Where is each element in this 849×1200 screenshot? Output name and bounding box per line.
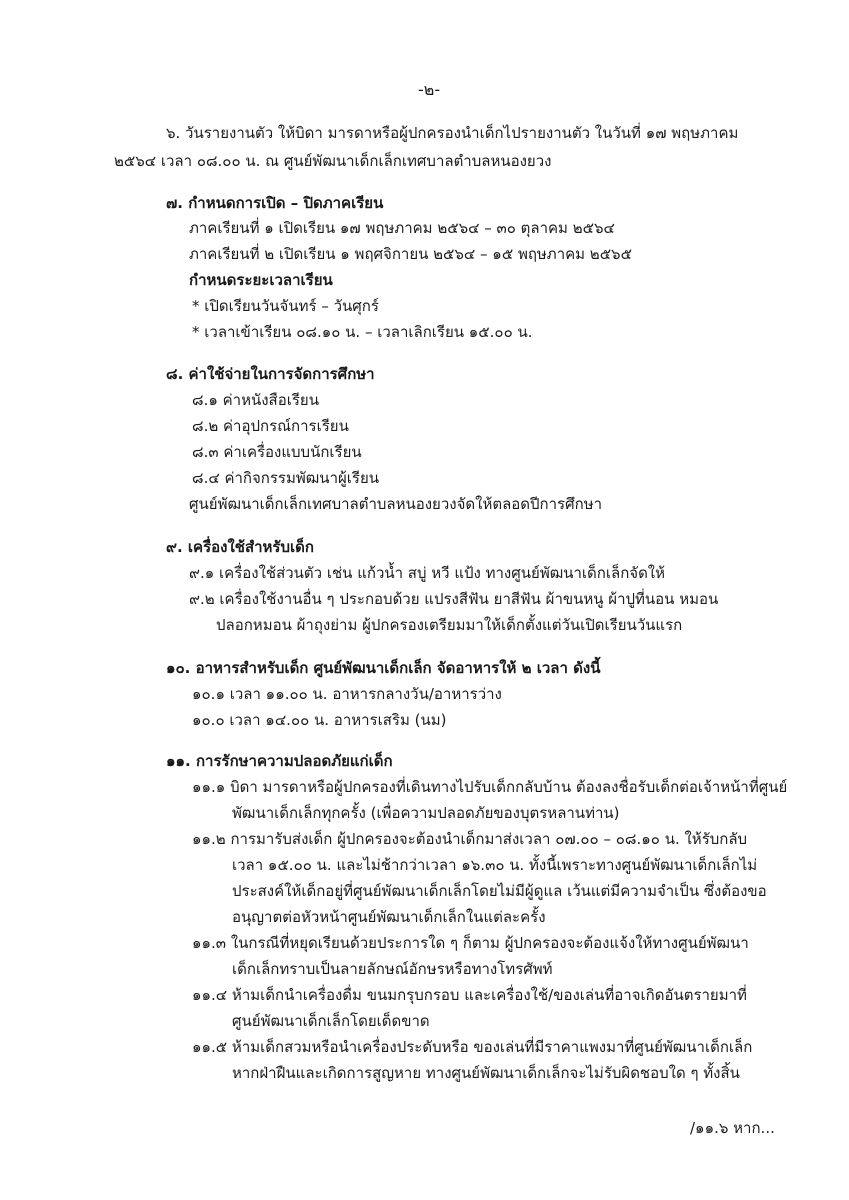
safety-item-3-line-2: เด็กเล็กทราบเป็นลายลักษณ์อักษรหรือทางโทรศัพท์ — [232, 960, 553, 978]
section-11-heading: ๑๑. การรักษาความปลอดภัยแก่เด็ก — [166, 752, 393, 770]
cost-item: ๘.๒ ค่าอุปกรณ์การเรียน — [192, 417, 349, 435]
safety-item-2-line-4: อนุญาตต่อหัวหน้าศูนย์พัฒนาเด็กเล็กในแต่ละครั้ง — [232, 908, 546, 926]
safety-item-4-line-2: ศูนย์พัฒนาเด็กเล็กโดยเด็ดขาด — [232, 1012, 430, 1030]
safety-item-5-line-1: ๑๑.๕ ห้ามเด็กสวมหรือนำเครื่องประดับหรือ ของเล่นที่มีราคาแพงมาที่ศูนย์พัฒนาเด็กเล็ก — [192, 1038, 753, 1056]
study-hours: * เวลาเข้าเรียน ๐๘.๑๐ น. – เวลาเลิกเรียน ๑๕.๐๐ น. — [192, 323, 533, 341]
safety-item-2-line-3: ประสงค์ให้เด็กอยู่ที่ศูนย์พัฒนาเด็กเล็กโดยไม่มีผู้ดูแล เว้นแต่มีความจำเป็น ซึ่งต้องขอ — [232, 882, 767, 900]
section-10-heading: ๑๐. อาหารสำหรับเด็ก ศูนย์พัฒนาเด็กเล็ก จัดอาหารให้ ๒ เวลา ดังนี้ — [166, 659, 601, 677]
cost-item: ๘.๑ ค่าหนังสือเรียน — [192, 391, 319, 409]
term-1: ภาคเรียนที่ ๑ เปิดเรียน ๑๗ พฤษภาคม ๒๕๖๔ – ๓๐ ตุลาคม ๒๕๖๔ — [189, 219, 615, 237]
supplies-item-2-line-2: ปลอกหมอน ผ้าถุงย่าม ผู้ปกครองเตรียมมาให้เด็กตั้งแต่วันเปิดเรียนวันแรก — [216, 616, 683, 634]
section-6-line-2: ๒๕๖๔ เวลา ๐๘.๐๐ น. ณ ศูนย์พัฒนาเด็กเล็กเทศบาลตำบลหนองยวง — [114, 152, 552, 170]
safety-item-2-line-1: ๑๑.๒ การมารับส่งเด็ก ผู้ปกครองจะต้องนำเด็กมาส่งเวลา ๐๗.๐๐ – ๐๘.๑๐ น. ให้รับกลับ — [192, 830, 748, 848]
section-9-heading: ๙. เครื่องใช้สำหรับเด็ก — [166, 538, 314, 556]
safety-item-2-line-2: เวลา ๑๕.๐๐ น. และไม่ช้ากว่าเวลา ๑๖.๓๐ น. ทั้งนี้เพราะทางศูนย์พัฒนาเด็กเล็กไม่ — [232, 856, 758, 874]
meal-item-1: ๑๐.๑ เวลา ๑๑.๐๐ น. อาหารกลางวัน/อาหารว่าง — [192, 685, 502, 703]
safety-item-5-line-2: หากฝ่าฝืนและเกิดการสูญหาย ทางศูนย์พัฒนาเด็กเล็กจะไม่รับผิดชอบใด ๆ ทั้งสิ้น — [232, 1064, 740, 1082]
study-days: * เปิดเรียนวันจันทร์ – วันศุกร์ — [192, 297, 379, 315]
supplies-item-1: ๙.๑ เครื่องใช้ส่วนตัว เช่น แก้วน้ำ สบู่ หวี แป้ง ทางศูนย์พัฒนาเด็กเล็กจัดให้ — [189, 564, 666, 582]
cost-item: ๘.๔ ค่ากิจกรรมพัฒนาผู้เรียน — [192, 469, 380, 487]
continuation-marker: /๑๑.๖ หาก... — [690, 1119, 775, 1137]
supplies-item-2-line-1: ๙.๒ เครื่องใช้งานอื่น ๆ ประกอบด้วย แปรงสีฟัน ยาสีฟัน ผ้าขนหนู ผ้าปูที่นอน หมอน — [189, 590, 719, 608]
safety-item-4-line-1: ๑๑.๔ ห้ามเด็กนำเครื่องดื่ม ขนมกรุบกรอบ และเครื่องใช้/ของเล่นที่อาจเกิดอันตรายมาที่ — [192, 986, 747, 1004]
cost-item: ๘.๓ ค่าเครื่องแบบนักเรียน — [192, 443, 362, 461]
safety-item-1-line-2: พัฒนาเด็กเล็กทุกครั้ง (เพื่อความปลอดภัยของบุตรหลานท่าน) — [232, 804, 620, 822]
page-number: -๒- — [418, 80, 441, 99]
safety-item-1-line-1: ๑๑.๑ บิดา มารดาหรือผู้ปกครองที่เดินทางไปรับเด็กกลับบ้าน ต้องลงชื่อรับเด็กต่อเจ้าหน้าที่ศูนย์ — [192, 778, 788, 796]
meal-item-2: ๑๐.๐ เวลา ๑๔.๐๐ น. อาหารเสริม (นม) — [192, 711, 447, 729]
term-2: ภาคเรียนที่ ๒ เปิดเรียน ๑ พฤศจิกายน ๒๕๖๔ – ๑๕ พฤษภาคม ๒๕๖๕ — [189, 245, 632, 263]
section-7-heading: ๗. กำหนดการเปิด – ปิดภาคเรียน — [166, 194, 384, 212]
study-period-heading: กำหนดระยะเวลาเรียน — [189, 271, 333, 289]
cost-note: ศูนย์พัฒนาเด็กเล็กเทศบาลตำบลหนองยวงจัดให้ตลอดปีการศึกษา — [189, 495, 603, 513]
safety-item-3-line-1: ๑๑.๓ ในกรณีที่หยุดเรียนด้วยประการใด ๆ ก็ตาม ผู้ปกครองจะต้องแจ้งให้ทางศูนย์พัฒนา — [192, 934, 749, 952]
section-8-heading: ๘. ค่าใช้จ่ายในการจัดการศึกษา — [166, 365, 375, 383]
section-6-line-1: ๖. วันรายงานตัว ให้บิดา มารดาหรือผู้ปกครองนำเด็กไปรายงานตัว ในวันที่ ๑๗ พฤษภาคม — [166, 124, 739, 142]
